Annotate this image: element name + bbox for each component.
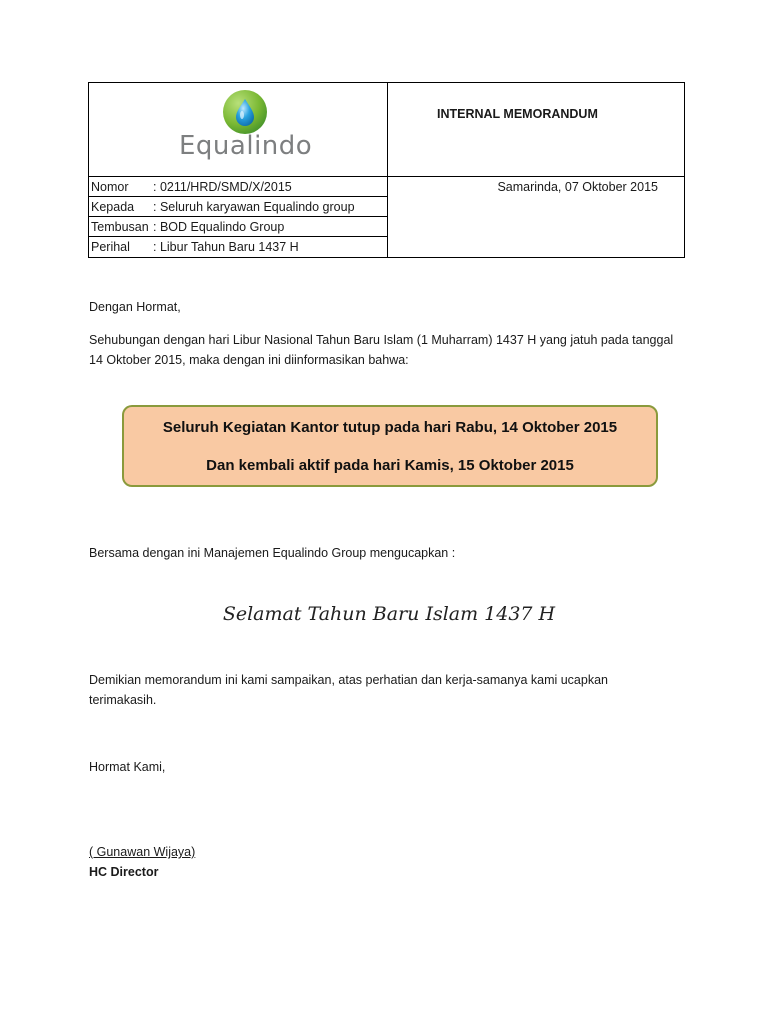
closure-notice-box xyxy=(122,405,658,487)
new-year-greeting: Selamat Tahun Baru Islam 1437 H xyxy=(222,603,556,625)
logo-wordmark: Equalindo xyxy=(179,131,313,161)
management-line: Bersama dengan ini Manajemen Equalindo Group mengucapkan : xyxy=(89,546,456,560)
info-value: : Libur Tahun Baru 1437 H xyxy=(153,240,299,254)
salutation: Dengan Hormat, xyxy=(89,300,181,314)
info-value: : Seluruh karyawan Equalindo group xyxy=(153,200,355,214)
closing-line: Demikian memorandum ini kami sampaikan, atas perhatian dan kerja-samanya kami ucapkan xyxy=(89,673,608,687)
place-date: Samarinda, 07 Oktober 2015 xyxy=(497,180,658,194)
signer-name: ( Gunawan Wijaya) xyxy=(89,845,196,859)
logo-cell xyxy=(89,83,388,177)
memo-title-cell xyxy=(387,83,684,177)
memo-title: INTERNAL MEMORANDUM xyxy=(437,107,598,121)
info-label: Nomor xyxy=(91,180,129,194)
intro-line: 14 Oktober 2015, maka dengan ini diinformasikan bahwa: xyxy=(89,353,409,367)
info-value: : 0211/HRD/SMD/X/2015 xyxy=(153,180,292,194)
header-table xyxy=(88,82,685,258)
info-row-perihal xyxy=(89,237,388,258)
notice-closed-line: Seluruh Kegiatan Kantor tutup pada hari Rabu, 14 Oktober 2015 xyxy=(162,419,618,436)
signer-title: HC Director xyxy=(89,865,159,879)
closing-line: terimakasih. xyxy=(89,693,157,707)
info-row-nomor xyxy=(89,177,388,197)
info-row-kepada xyxy=(89,197,388,217)
intro-line: Sehubungan dengan hari Libur Nasional Tahun Baru Islam (1 Muharram) 1437 H yang jatuh pada tanggal xyxy=(89,333,674,347)
memo-info-rows xyxy=(89,177,388,258)
signature-block xyxy=(89,842,689,882)
date-cell xyxy=(387,177,684,258)
equalindo-logo-icon xyxy=(222,89,268,135)
info-label: Tembusan xyxy=(91,220,149,234)
regards: Hormat Kami, xyxy=(89,760,166,774)
info-label: Kepada xyxy=(91,200,135,214)
info-value: : BOD Equalindo Group xyxy=(153,220,285,234)
info-label: Perihal xyxy=(91,240,130,254)
info-row-tembusan xyxy=(89,217,388,237)
notice-reopen-line: Dan kembali aktif pada hari Kamis, 15 Oktober 2015 xyxy=(206,457,574,474)
intro-paragraph xyxy=(89,330,689,370)
closing-paragraph xyxy=(89,670,689,710)
